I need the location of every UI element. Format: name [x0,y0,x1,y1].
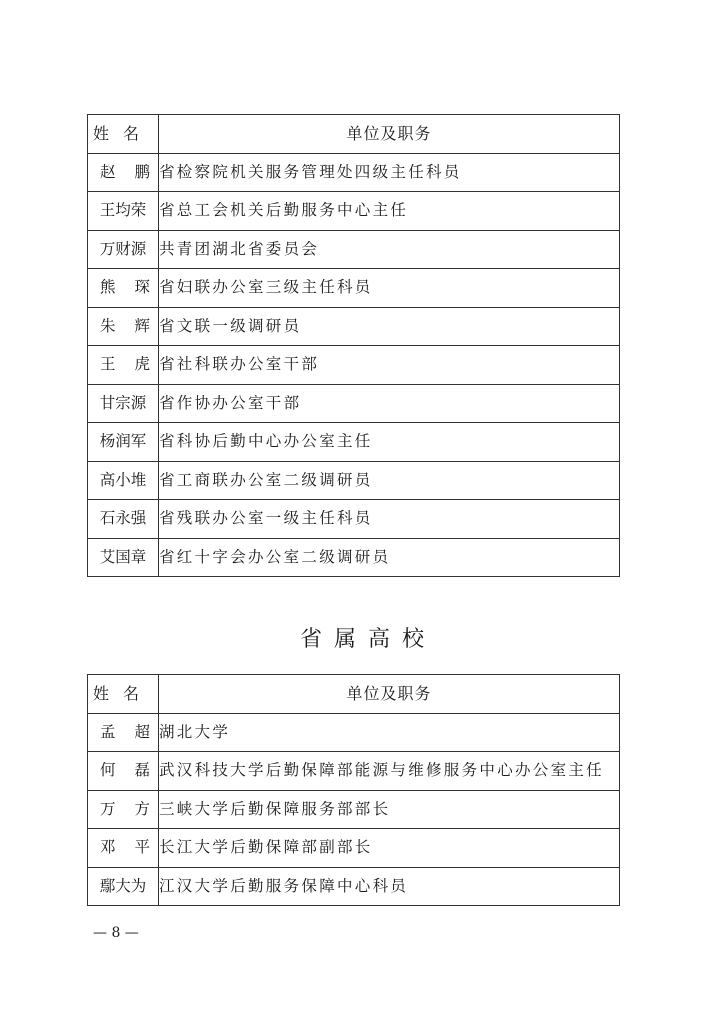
header-role: 单位及职务 [159,675,620,714]
header-role: 单位及职务 [159,115,620,154]
page-number: — 8 — [93,925,139,941]
table-row [88,307,620,346]
table-row [88,230,620,269]
person-role: 省总工会机关后勤服务中心主任 [159,192,620,231]
person-role: 江汉大学后勤服务保障中心科员 [159,867,620,906]
table-row [88,500,620,539]
person-role: 省工商联办公室二级调研员 [159,461,620,500]
table-row [88,346,620,385]
person-name: 朱辉 [88,307,159,346]
table-row [88,423,620,462]
person-role: 省残联办公室一级主任科员 [159,500,620,539]
table-row [88,538,620,577]
table-row [88,153,620,192]
table-row [88,384,620,423]
person-name: 熊琛 [88,269,159,308]
personnel-table-1 [87,114,620,577]
person-name: 王均荣 [88,192,159,231]
person-role: 省检察院机关服务管理处四级主任科员 [159,153,620,192]
person-name: 王虎 [88,346,159,385]
table-row [88,752,620,791]
table-row [88,790,620,829]
person-name: 艾国章 [88,538,159,577]
table-row [88,867,620,906]
person-role: 三峡大学后勤保障服务部部长 [159,790,620,829]
table-row [88,269,620,308]
table-row [88,829,620,868]
person-role: 湖北大学 [159,713,620,752]
person-role: 长江大学后勤保障部副部长 [159,829,620,868]
person-name: 万财源 [88,230,159,269]
person-name: 万方 [88,790,159,829]
table-row [88,192,620,231]
person-role: 省文联一级调研员 [159,307,620,346]
header-name: 姓名 [88,115,159,154]
person-name: 何磊 [88,752,159,791]
person-name: 高小堆 [88,461,159,500]
person-name: 孟超 [88,713,159,752]
personnel-table-2 [87,674,620,906]
person-name: 鄢大为 [88,867,159,906]
table-header-row [88,675,620,714]
header-name: 姓名 [88,675,159,714]
section-title: 省属高校 [299,627,436,652]
person-name: 石永强 [88,500,159,539]
table-row [88,461,620,500]
person-role: 省妇联办公室三级主任科员 [159,269,620,308]
table-row [88,713,620,752]
table-header-row [88,115,620,154]
person-role: 武汉科技大学后勤保障部能源与维修服务中心办公室主任 [159,752,620,791]
person-role: 省作协办公室干部 [159,384,620,423]
person-role: 省社科联办公室干部 [159,346,620,385]
person-role: 共青团湖北省委员会 [159,230,620,269]
person-name: 赵鹏 [88,153,159,192]
person-name: 杨润军 [88,423,159,462]
person-role: 省红十字会办公室二级调研员 [159,538,620,577]
person-role: 省科协后勤中心办公室主任 [159,423,620,462]
person-name: 甘宗源 [88,384,159,423]
person-name: 邓平 [88,829,159,868]
